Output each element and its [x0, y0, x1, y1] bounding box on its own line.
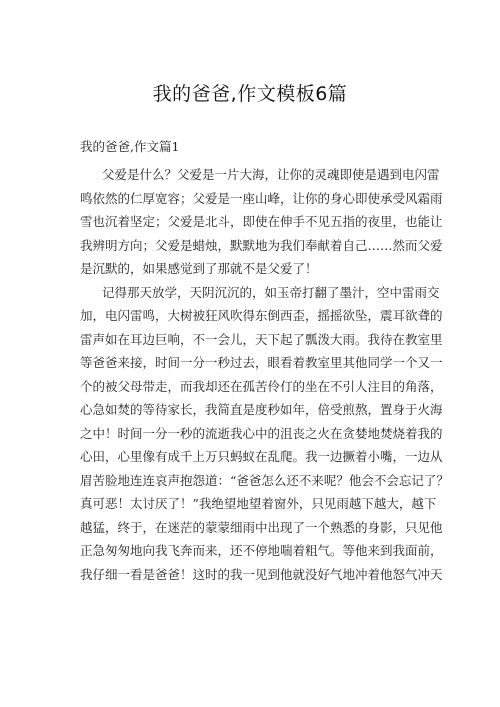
paragraph-line: 个的被父母带走，而我却还在孤苦伶仃的坐在不引人注目的角落， [80, 378, 443, 394]
paragraph-line: 父爱是什么？父爱是一片大海，让你的灵魂即使是遇到电闪雷 [102, 167, 440, 182]
paragraph-line: 记得那天放学，天阴沉沉的，如玉帝打翻了墨汁，空中雷雨交 [102, 284, 440, 300]
paragraph-2 [80, 281, 449, 587]
section-heading: 我的爸爸,作文篇1 [80, 139, 180, 154]
paragraph-line: 正急匆匆地向我飞奔而来，还不停地喘着粗气。等他来到我面前， [80, 543, 443, 558]
paragraph-line: 雪也沉着坚定；父爱是北斗，即使在伸手不见五指的夜里，也能让 [80, 214, 443, 229]
paragraph-line: 之中！时间一分一秒的流逝我心中的沮丧之火在贪婪地焚烧着我的 [80, 425, 443, 441]
paragraph-line: 心田，心里像有成千上万只蚂蚁在乱爬。我一边撅着小嘴，一边从 [80, 449, 443, 464]
paragraph-line: 心急如焚的等待家长，我简直是度秒如年，倍受煎熬，置身于火海 [80, 402, 443, 417]
paragraph-line: 真可恶！太讨厌了！”我绝望地望着窗外，只见雨越下越大，越下 [80, 496, 437, 511]
document-body [80, 163, 449, 586]
paragraph-1 [80, 163, 443, 281]
paragraph-line: 雷声如在耳边巨响，不一会儿，天下起了瓢泼大雨。我待在教室里 [80, 331, 443, 347]
paragraph-line: 加，电闪雷鸣，大树被狂风吹得东倒西歪，摇摇欲坠，震耳欲聋的 [80, 308, 443, 323]
paragraph-line: 鸣依然的仁厚宽容；父爱是一座山峰，让你的身心即使承受风霜雨 [80, 190, 443, 206]
paragraph-line: 等爸爸来接，时间一分一秒过去，眼看着教室里其他同学一个又一 [80, 355, 443, 370]
paragraph-line: 我仔细一看是爸爸！这时的我一见到他就没好气地冲着他怒气冲天 [80, 566, 443, 582]
paragraph-line: 是沉默的，如果感觉到了那就不是父爱了！ [80, 261, 318, 276]
paragraph-line: 越猛，终于，在迷茫的蒙蒙细雨中出现了一个熟悉的身影，只见他 [80, 519, 443, 535]
paragraph-line: 我辨明方向；父爱是蜡烛，默默地为我们奉献着自己……然而父爱 [80, 237, 443, 253]
paragraph-line: 眉苦脸地连连哀声抱怨道：“爸爸怎么还不来呢？他会不会忘记了？ [80, 472, 449, 488]
document-title: 我的爸爸,作文模板6篇 [152, 83, 348, 105]
